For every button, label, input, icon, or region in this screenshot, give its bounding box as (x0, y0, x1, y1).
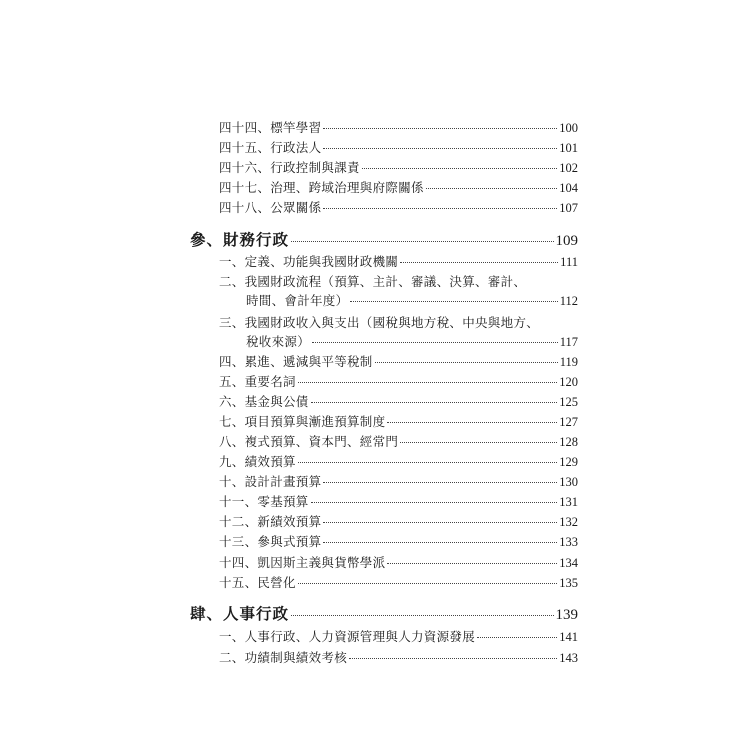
dot-leader (375, 362, 558, 363)
toc-entry-page: 101 (559, 141, 578, 155)
toc-entry[interactable] (219, 493, 578, 511)
toc-entry[interactable] (219, 273, 578, 291)
toc-entry[interactable] (219, 554, 578, 572)
toc-entry-title: 四十六、行政控制與課責 (219, 160, 360, 175)
toc-section-heading[interactable] (190, 602, 578, 626)
toc-entry-page: 134 (559, 556, 578, 570)
toc-entry[interactable] (219, 513, 578, 531)
toc-entry-page: 130 (559, 475, 578, 489)
toc-entry-page: 104 (559, 181, 578, 195)
toc-entry-title: 三、我國財政收入與支出（國稅與地方稅、中央與地方、 (219, 315, 540, 330)
dot-leader (298, 382, 557, 383)
toc-entry-title: 二、功績制與績效考核 (219, 650, 348, 665)
dot-leader (400, 262, 558, 263)
dot-leader (362, 168, 557, 169)
toc-entry-page: 128 (559, 435, 578, 449)
dot-leader (323, 482, 557, 483)
toc-entry-title: 六、基金與公債 (219, 394, 309, 409)
toc-entry-title: 五、重要名詞 (219, 374, 296, 389)
toc-entry-page: 141 (559, 630, 578, 644)
toc-entry[interactable] (219, 413, 578, 431)
toc-entry-title: 四十四、標竿學習 (219, 120, 322, 135)
toc-entry-page: 132 (559, 515, 578, 529)
toc-entry-page: 119 (559, 355, 578, 369)
dot-leader (477, 637, 557, 638)
toc-entry-page: 107 (559, 201, 578, 215)
toc-entry-page: 112 (559, 294, 578, 308)
toc-entry[interactable] (219, 574, 578, 592)
toc-entry[interactable] (219, 393, 578, 411)
toc-entry[interactable] (219, 179, 578, 197)
toc-entry[interactable] (219, 628, 578, 646)
toc-entry-title: 一、人事行政、人力資源管理與人力資源發展 (219, 629, 476, 644)
dot-leader (426, 188, 557, 189)
toc-entry-title: 九、績效預算 (219, 454, 296, 469)
dot-leader (298, 583, 557, 584)
toc-section-title: 肆、人事行政 (190, 604, 290, 623)
toc-entry[interactable] (219, 433, 578, 451)
toc-entry-title: 十四、凱因斯主義與貨幣學派 (219, 555, 386, 570)
toc-entry-page: 100 (559, 121, 578, 135)
dot-leader (323, 522, 557, 523)
toc-entry-page: 143 (559, 651, 578, 665)
toc-entry-title: 四十五、行政法人 (219, 140, 322, 155)
toc-entry[interactable] (219, 373, 578, 391)
toc-entry-page: 131 (559, 495, 578, 509)
toc-entry-title: 十五、民營化 (219, 575, 296, 590)
toc-entry[interactable] (219, 253, 578, 271)
toc-entry-title: 一、定義、功能與我國財政機關 (219, 254, 399, 269)
dot-leader (323, 148, 557, 149)
toc-entry-title: 四十八、公眾關係 (219, 200, 322, 215)
toc-entry-title: 八、複式預算、資本門、經常門 (219, 434, 399, 449)
toc-entry-title: 二、我國財政流程（預算、主計、審議、決算、審計、 (219, 274, 527, 289)
toc-entry-continuation[interactable] (246, 292, 578, 310)
toc-entry[interactable] (219, 353, 578, 371)
dot-leader (311, 402, 558, 403)
toc-entry-page: 102 (559, 161, 578, 175)
toc-entry-title: 十一、零基預算 (219, 494, 309, 509)
dot-leader (323, 208, 557, 209)
toc-entry[interactable] (219, 199, 578, 217)
toc-section-title: 參、財務行政 (190, 230, 290, 249)
toc-entry-title-continuation: 稅收來源） (246, 334, 311, 349)
dot-leader (323, 542, 557, 543)
dot-leader (323, 128, 557, 129)
toc-entry[interactable] (219, 314, 578, 332)
toc-entry[interactable] (219, 139, 578, 157)
dot-leader (311, 502, 558, 503)
toc-entry-page: 129 (559, 455, 578, 469)
dot-leader (291, 241, 553, 242)
dot-leader (298, 462, 557, 463)
toc-entry-continuation[interactable] (246, 333, 578, 351)
toc-section-heading[interactable] (190, 228, 578, 252)
dot-leader (387, 563, 557, 564)
toc-entry[interactable] (219, 453, 578, 471)
toc-section-page: 139 (555, 607, 578, 623)
toc-entry-title: 十二、新績效預算 (219, 514, 322, 529)
dot-leader (350, 301, 557, 302)
dot-leader (291, 615, 553, 616)
toc-entry[interactable] (219, 533, 578, 551)
toc-entry-title: 四十七、治理、跨域治理與府際關係 (219, 180, 424, 195)
toc-entry-title: 四、累進、遞減與平等稅制 (219, 354, 373, 369)
dot-leader (400, 442, 557, 443)
toc-entry-title: 十三、參與式預算 (219, 534, 322, 549)
toc-entry-page: 117 (559, 335, 578, 349)
toc-section-page: 109 (555, 233, 578, 249)
toc-entry-page: 133 (559, 535, 578, 549)
toc-entry-page: 127 (559, 415, 578, 429)
toc-entry-title: 七、項目預算與漸進預算制度 (219, 414, 386, 429)
dot-leader (349, 658, 557, 659)
toc-entry-title-continuation: 時間、會計年度） (246, 293, 349, 308)
toc-entry[interactable] (219, 119, 578, 137)
toc-entry-page: 111 (560, 255, 578, 269)
dot-leader (312, 342, 558, 343)
toc-entry[interactable] (219, 159, 578, 177)
toc-entry[interactable] (219, 473, 578, 491)
toc-entry-page: 135 (559, 576, 578, 590)
toc-entry-title: 十、設計計畫預算 (219, 474, 322, 489)
toc-entry-page: 120 (559, 375, 578, 389)
toc-entry[interactable] (219, 649, 578, 667)
toc-entry-page: 125 (559, 395, 578, 409)
dot-leader (387, 422, 557, 423)
